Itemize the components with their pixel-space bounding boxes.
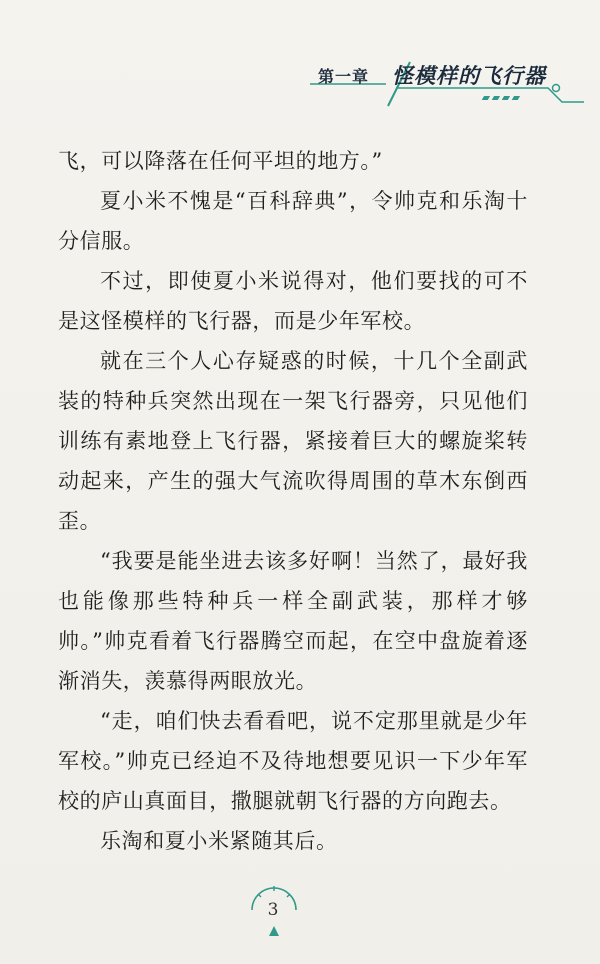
body-text [58, 141, 528, 861]
paragraph-5: “我要是能坐进去该多好啊！当然了，最好我也能像那些特种兵一样全副武装，那样才够帅。”帅克看着飞行器腾空而起，在空中盘旋着逐渐消失，羡慕得两眼放光。 [58, 549, 528, 693]
paragraph-6: “走，咱们快去看看吧，说不定那里就是少年军校。”帅克已经迫不及待地想要见识一下少年军校的庐山真面目，撒腿就朝飞行器的方向跑去。 [58, 709, 528, 813]
page-footer [246, 876, 306, 946]
paragraph-2: 夏小米不愧是“百科辞典”，令帅克和乐淘十分信服。 [58, 189, 528, 253]
chapter-title: 怪模样的飞行器 [392, 64, 546, 88]
chapter-number: 第一章 [318, 67, 370, 86]
chapter-header [300, 58, 600, 118]
page-number: 3 [267, 900, 279, 920]
paragraph-1: 飞，可以降落在任何平坦的地方。” [58, 149, 383, 173]
paragraph-7: 乐淘和夏小米紧随其后。 [100, 829, 338, 853]
paragraph-3: 不过，即使夏小米说得对，他们要找的可不是这怪模样的飞行器，而是少年军校。 [58, 269, 528, 333]
paragraph-4: 就在三个人心存疑惑的时候，十几个全副武装的特种兵突然出现在一架飞行器旁，只见他们训练有素地登上飞行器，紧接着巨大的螺旋桨转动起来，产生的强大气流吹得周围的草木东倒西歪。 [58, 349, 528, 533]
